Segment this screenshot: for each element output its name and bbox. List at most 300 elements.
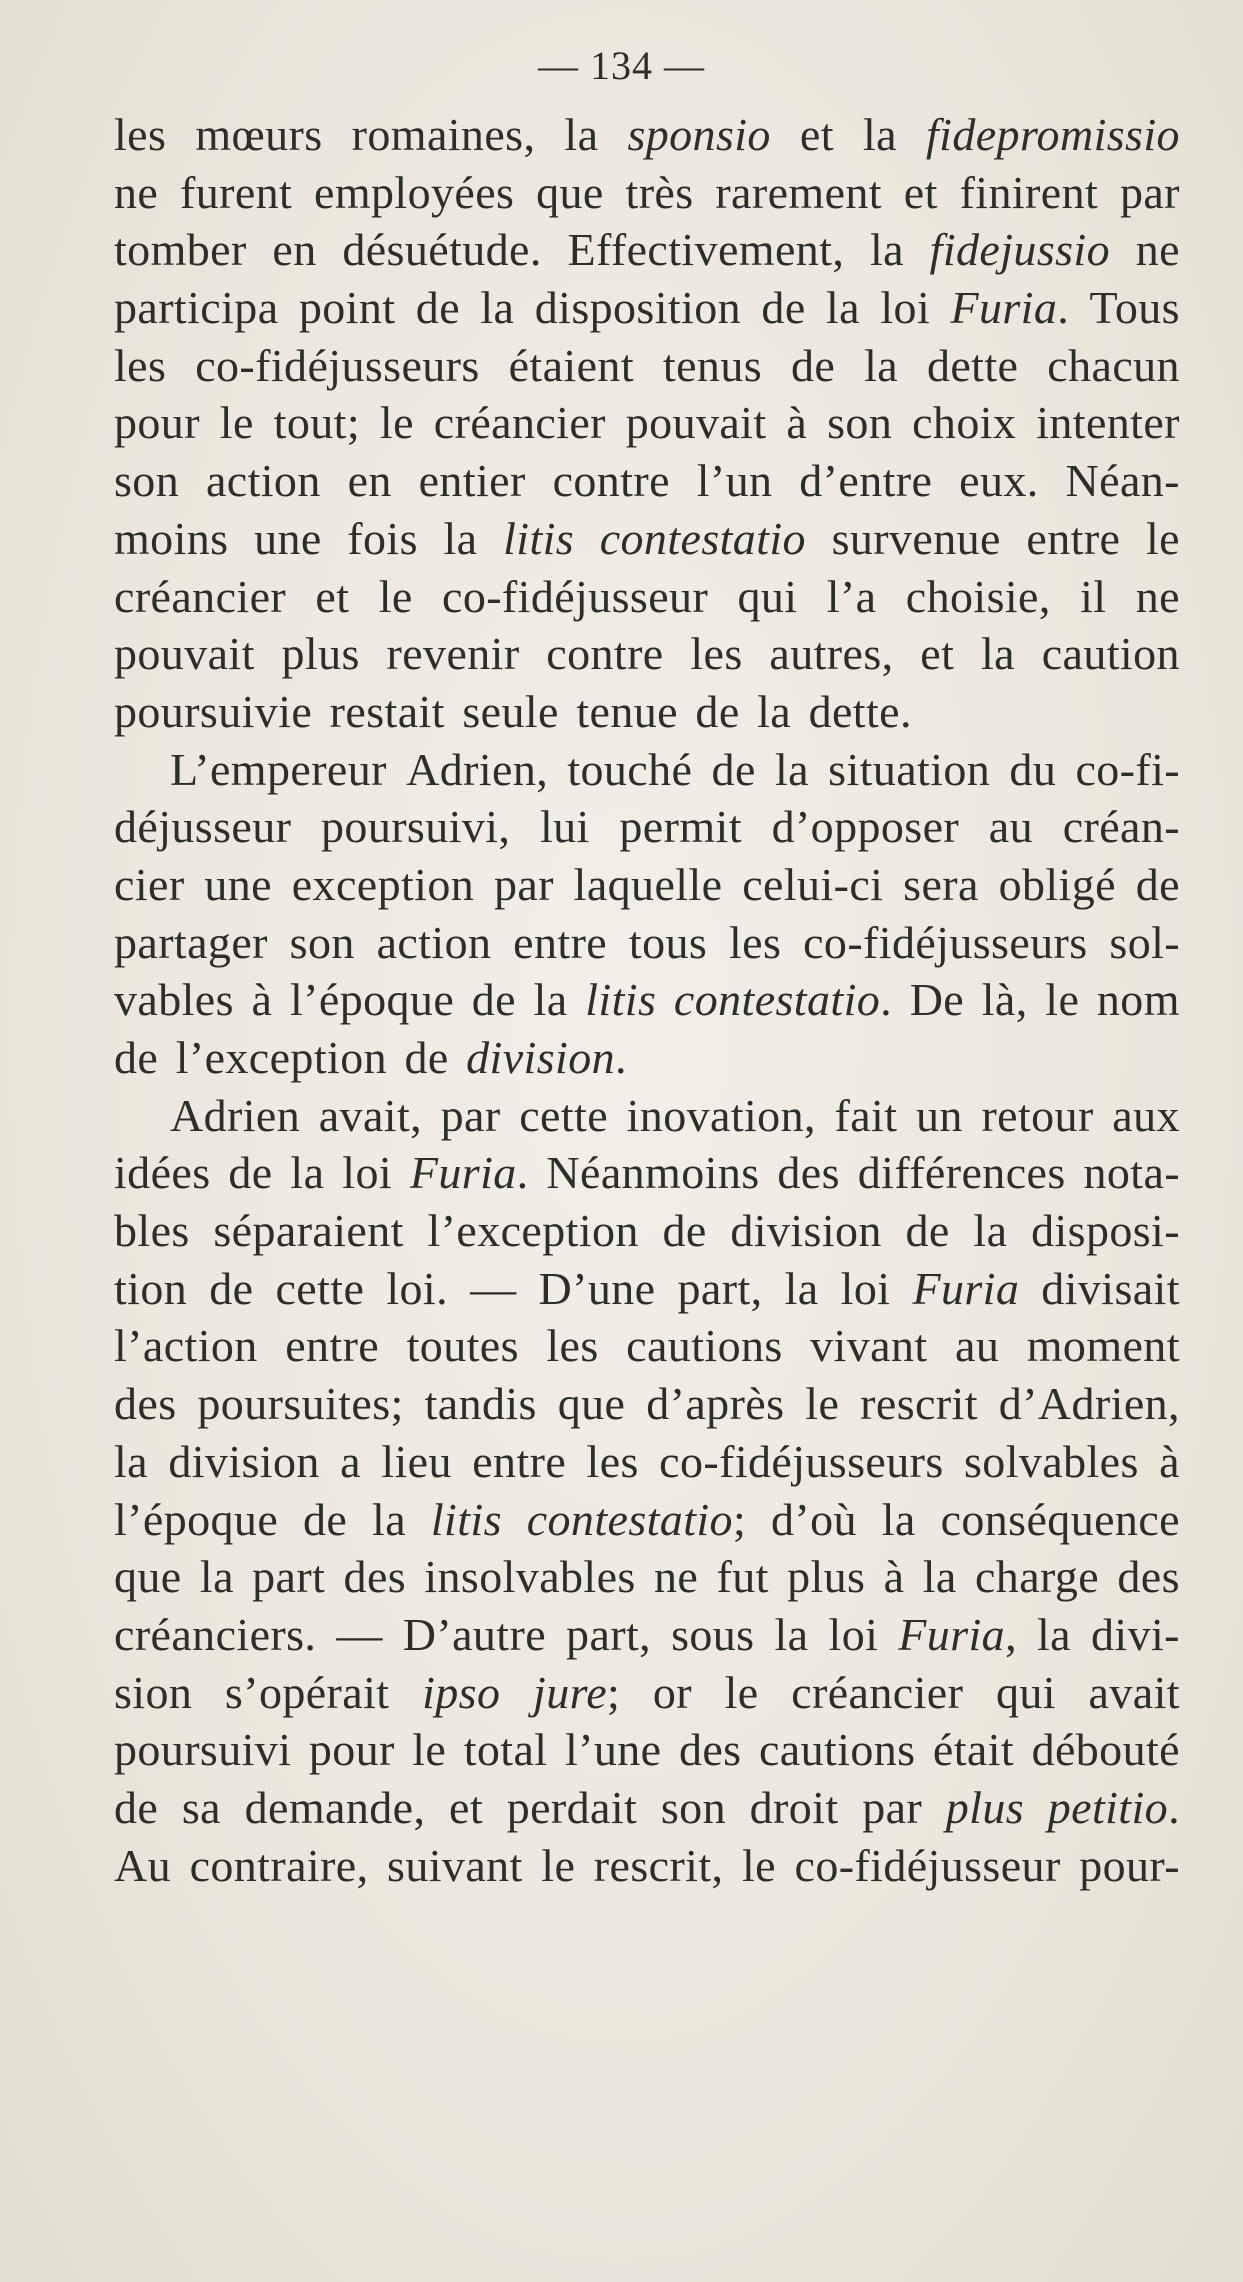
word-text: des xyxy=(777,1147,840,1199)
text-line xyxy=(114,1144,1180,1202)
word-text: avait xyxy=(1088,1666,1180,1718)
word xyxy=(309,1721,395,1779)
word-text: l’époque xyxy=(290,974,455,1026)
word-text: survenue xyxy=(831,512,1001,564)
italic-word: Furia xyxy=(950,282,1058,334)
word-text: toutes xyxy=(406,1320,519,1372)
word xyxy=(864,337,898,395)
word-text: total xyxy=(463,1724,548,1776)
word-text: déjusseur xyxy=(114,801,292,853)
text-line xyxy=(114,741,1180,799)
word xyxy=(407,1317,519,1375)
word xyxy=(114,106,166,164)
text-line xyxy=(114,971,1180,1029)
word xyxy=(679,1721,742,1779)
word-text: très xyxy=(625,166,694,218)
word xyxy=(410,1144,529,1202)
word-text: de xyxy=(209,1262,254,1314)
word xyxy=(809,683,912,741)
word xyxy=(314,164,514,222)
word-text: action xyxy=(376,916,492,968)
word-text: tenus xyxy=(662,339,763,391)
word xyxy=(626,1317,783,1375)
word-text: cette xyxy=(519,1089,609,1141)
word-text: et xyxy=(903,166,938,218)
word-text: que xyxy=(114,1551,182,1603)
word xyxy=(114,1837,171,1895)
word-text: à xyxy=(883,1551,905,1603)
text-line xyxy=(114,164,1180,222)
italic-word: Furia xyxy=(409,1147,517,1199)
word-text: de xyxy=(228,1147,273,1199)
word-text: entre xyxy=(472,1435,567,1487)
word xyxy=(999,1375,1180,1433)
word-text: créan- xyxy=(1062,801,1180,853)
word xyxy=(926,106,1180,164)
text-line xyxy=(114,1779,1180,1837)
word-text: obligé xyxy=(998,858,1116,910)
word-text: séparaient xyxy=(213,1205,404,1257)
word xyxy=(882,1491,916,1549)
word xyxy=(757,683,791,741)
word xyxy=(541,1837,575,1895)
word xyxy=(206,452,321,510)
word xyxy=(870,221,904,279)
word-text: son xyxy=(114,455,180,507)
word-text: la xyxy=(784,1262,819,1314)
italic-word: fidejussio xyxy=(929,224,1111,276)
word-text: sera xyxy=(903,858,979,910)
word xyxy=(826,279,860,337)
word-text: insolvables xyxy=(424,1551,636,1603)
word xyxy=(466,1029,627,1087)
punctuation: . xyxy=(1168,1781,1180,1833)
word-text: de xyxy=(114,1032,159,1083)
word-text: la xyxy=(862,109,897,160)
word xyxy=(494,856,554,914)
word xyxy=(344,1548,407,1606)
word-text: une xyxy=(204,858,272,910)
word-text: sa xyxy=(181,1781,221,1833)
word xyxy=(480,279,514,337)
text-line xyxy=(114,337,1180,395)
word xyxy=(729,914,781,972)
word xyxy=(567,221,844,279)
italic-word: litis xyxy=(585,974,657,1026)
word-text: rarement xyxy=(715,166,882,218)
word xyxy=(342,1144,392,1202)
word-text: exception xyxy=(291,858,475,910)
word-text: de xyxy=(114,1781,159,1833)
word-text: rescrit xyxy=(860,1378,978,1430)
word-text: poursuivi, xyxy=(321,801,511,853)
word-text: action xyxy=(205,455,321,507)
word-text: du xyxy=(1009,743,1057,795)
word xyxy=(114,683,312,741)
word-text: lieu xyxy=(381,1435,452,1487)
italic-word: plus xyxy=(945,1781,1025,1833)
word xyxy=(725,1664,759,1722)
word xyxy=(898,1606,1017,1664)
word xyxy=(674,971,892,1029)
page-number: — 134 — xyxy=(538,43,705,88)
word xyxy=(190,1837,369,1895)
word-text: division xyxy=(168,1435,320,1487)
text-line xyxy=(114,394,1180,452)
word-text: ne xyxy=(1135,224,1180,276)
word-text: par xyxy=(493,858,554,910)
word-text: le xyxy=(378,570,413,622)
word xyxy=(1112,1087,1180,1145)
word-text: loi. xyxy=(386,1262,449,1314)
italic-word: contestatio xyxy=(599,512,806,564)
word xyxy=(553,452,670,510)
word xyxy=(946,1779,1024,1837)
word xyxy=(791,1664,963,1722)
word xyxy=(254,510,322,568)
word-text: de xyxy=(905,1205,950,1257)
word-text: nota- xyxy=(1083,1147,1180,1199)
word-text: cautions xyxy=(626,1320,783,1372)
word xyxy=(352,106,536,164)
word xyxy=(441,1087,501,1145)
italic-word: sponsio xyxy=(627,109,771,160)
word-text: tenue xyxy=(576,685,678,737)
word xyxy=(1079,1837,1180,1895)
word xyxy=(292,856,474,914)
word-text: les xyxy=(114,109,167,160)
word xyxy=(973,1202,1007,1260)
word-text: et xyxy=(449,1781,484,1833)
word xyxy=(195,106,322,164)
word-text: choisie, xyxy=(905,570,1051,622)
word xyxy=(290,1144,324,1202)
word xyxy=(1075,741,1180,799)
word xyxy=(941,1491,1180,1549)
word-text: plus xyxy=(281,628,360,680)
word xyxy=(114,394,200,452)
word-text: solvables xyxy=(964,1435,1139,1487)
word xyxy=(690,625,742,683)
word xyxy=(114,1202,190,1260)
word-text: était xyxy=(932,1724,1015,1776)
word xyxy=(906,568,1051,626)
word-text: créanciers. xyxy=(114,1608,317,1660)
word-text: demande, xyxy=(244,1781,426,1833)
word xyxy=(180,164,292,222)
word-text: Tous xyxy=(1089,282,1180,334)
word xyxy=(1042,625,1180,683)
word xyxy=(829,1606,879,1664)
italic-word: jure xyxy=(533,1666,608,1718)
word-text: le xyxy=(541,1839,576,1891)
word xyxy=(989,798,1033,856)
word xyxy=(626,164,694,222)
word xyxy=(627,106,770,164)
text-line xyxy=(114,279,1180,337)
word xyxy=(659,1433,943,1491)
word-text: D’une xyxy=(538,1262,656,1314)
word xyxy=(585,971,656,1029)
word xyxy=(509,337,634,395)
word xyxy=(379,568,413,626)
italic-word: fidepromissio xyxy=(925,109,1180,160)
word-text: la xyxy=(199,1551,234,1603)
word-text: l’a xyxy=(826,570,877,622)
word-text: nom xyxy=(1096,974,1180,1026)
word-text: vables xyxy=(114,974,234,1026)
punctuation: ; xyxy=(390,1378,404,1430)
word xyxy=(805,1375,839,1433)
text-line xyxy=(114,568,1180,626)
text-line xyxy=(114,1260,1180,1318)
word xyxy=(299,279,396,337)
word-text: poursuivi xyxy=(114,1724,292,1776)
word xyxy=(565,1721,662,1779)
word-text: vivant xyxy=(810,1320,928,1372)
word-text: la xyxy=(869,224,904,276)
word xyxy=(464,1721,548,1779)
word xyxy=(930,221,1110,279)
word xyxy=(114,1491,278,1549)
word-text: créancier xyxy=(433,397,606,449)
word xyxy=(290,914,355,972)
word-text: il xyxy=(1080,570,1107,622)
word-text: l’exception xyxy=(175,1032,387,1083)
word-text: la xyxy=(864,339,899,391)
word xyxy=(347,510,418,568)
word xyxy=(114,1548,182,1606)
word-text: ne xyxy=(1135,570,1180,622)
word xyxy=(1136,856,1180,914)
word-text: sion xyxy=(114,1666,193,1718)
word-text: et xyxy=(315,570,350,622)
word-text: une xyxy=(254,512,322,564)
word xyxy=(1090,279,1180,337)
word-text: laquelle xyxy=(573,858,723,910)
word xyxy=(424,1548,635,1606)
word xyxy=(841,1260,891,1318)
word-text: qui xyxy=(995,1666,1056,1718)
text-line xyxy=(114,856,1180,914)
word-text: De xyxy=(909,974,965,1026)
word-text: poursuites xyxy=(197,1378,391,1430)
word-text: divisait xyxy=(1041,1262,1180,1314)
word xyxy=(533,1664,620,1722)
word xyxy=(228,1144,272,1202)
word xyxy=(195,337,479,395)
word-text: plus xyxy=(787,1551,866,1603)
text-line xyxy=(114,1375,1180,1433)
word xyxy=(114,452,179,510)
word-text: point xyxy=(298,282,396,334)
word-text: par xyxy=(1119,166,1180,218)
word xyxy=(927,337,1018,395)
word xyxy=(737,568,797,626)
text-line xyxy=(114,1606,1180,1664)
word xyxy=(442,568,708,626)
word xyxy=(730,1202,881,1260)
punctuation: . xyxy=(880,974,893,1026)
word xyxy=(1091,1606,1180,1664)
word xyxy=(546,1144,759,1202)
word xyxy=(981,625,1015,683)
word xyxy=(594,1837,724,1895)
word-text: qui xyxy=(737,570,798,622)
word xyxy=(204,856,272,914)
word-text: la xyxy=(372,1493,407,1545)
word xyxy=(290,971,454,1029)
word-text: de xyxy=(1135,858,1180,910)
word xyxy=(858,1144,1066,1202)
word-text: là, xyxy=(981,974,1028,1026)
word-text: à xyxy=(251,974,273,1026)
word xyxy=(274,394,360,452)
word-text: co-fidéjusseur xyxy=(794,1839,1061,1891)
word-text: la xyxy=(774,743,809,795)
word xyxy=(114,1606,316,1664)
word-text: fut xyxy=(716,1551,769,1603)
word-text: loi xyxy=(840,1262,891,1314)
word xyxy=(981,1087,1093,1145)
word-text: dette. xyxy=(808,685,912,737)
word-text: au xyxy=(955,1320,1000,1372)
word xyxy=(884,1548,905,1606)
word-text: par xyxy=(440,1089,501,1141)
word xyxy=(348,452,392,510)
word xyxy=(282,625,360,683)
word xyxy=(114,1375,177,1433)
word xyxy=(791,337,835,395)
word xyxy=(534,971,568,1029)
italic-word: contestatio xyxy=(673,974,881,1026)
word-text: touché xyxy=(567,743,693,795)
word xyxy=(342,221,541,279)
word-text: le xyxy=(1145,512,1180,564)
word-text: mœurs xyxy=(195,109,323,160)
word-text: part, xyxy=(677,1262,763,1314)
text-line xyxy=(114,1491,1180,1549)
word-text: en xyxy=(272,224,317,276)
word xyxy=(114,510,228,568)
text-line xyxy=(114,1029,1180,1087)
word-text: contre xyxy=(546,628,664,680)
word xyxy=(576,683,678,741)
word-text: la xyxy=(922,1551,957,1603)
word xyxy=(904,164,938,222)
word xyxy=(252,971,273,1029)
text-line xyxy=(114,452,1180,510)
word xyxy=(653,1664,692,1722)
word xyxy=(546,625,663,683)
word-text: Au xyxy=(114,1839,172,1891)
word xyxy=(285,1317,379,1375)
word xyxy=(472,971,516,1029)
word-text: la xyxy=(564,109,599,160)
word-text: loi xyxy=(342,1147,393,1199)
word xyxy=(170,1087,300,1145)
word xyxy=(114,1779,158,1837)
text-line xyxy=(114,914,1180,972)
word xyxy=(799,452,932,510)
word-text: disposi- xyxy=(1031,1205,1180,1257)
word-text: entre xyxy=(513,916,608,968)
word xyxy=(786,394,807,452)
word xyxy=(910,971,964,1029)
word-text: lui xyxy=(539,801,590,853)
word xyxy=(387,625,520,683)
word xyxy=(535,279,741,337)
word-text: le xyxy=(1045,974,1080,1026)
word-text: dette xyxy=(926,339,1019,391)
word xyxy=(1026,510,1120,568)
word xyxy=(252,1548,325,1606)
word xyxy=(431,1491,502,1549)
word xyxy=(975,1548,1099,1606)
word-text: de xyxy=(662,1205,707,1257)
word xyxy=(220,394,254,452)
word-text: créancier xyxy=(791,1666,964,1718)
word xyxy=(245,1779,426,1837)
word-text: fait xyxy=(834,1089,898,1141)
word xyxy=(197,1375,403,1433)
word-text: Adrien xyxy=(170,1089,301,1141)
word-text: moins xyxy=(114,512,229,564)
punctuation: ; xyxy=(607,1666,621,1718)
word-text: tomber xyxy=(114,224,247,276)
word-text: L’empereur xyxy=(170,743,387,795)
word xyxy=(587,1433,639,1491)
word xyxy=(519,1087,608,1145)
word xyxy=(387,1837,523,1895)
text-line xyxy=(114,683,1180,741)
word-text: ne xyxy=(654,1551,699,1603)
word xyxy=(678,1260,763,1318)
word-text: que xyxy=(557,1378,626,1430)
word xyxy=(114,1317,258,1375)
word xyxy=(330,683,445,741)
word xyxy=(835,1087,898,1145)
word-text: avait, xyxy=(318,1089,423,1141)
word-text: les xyxy=(114,339,167,391)
word-text: finirent xyxy=(959,166,1099,218)
word xyxy=(1047,337,1180,395)
word xyxy=(646,1375,784,1433)
word-text: les xyxy=(586,1435,639,1487)
text-line xyxy=(114,510,1180,568)
text-line xyxy=(114,106,1180,164)
word-text: pouvait xyxy=(625,397,767,449)
word xyxy=(114,798,291,856)
word xyxy=(964,1433,1139,1491)
word-text: poursuivie xyxy=(114,685,313,737)
word xyxy=(372,1491,406,1549)
word xyxy=(1089,1664,1180,1722)
word xyxy=(629,914,707,972)
word xyxy=(114,221,247,279)
italic-word: litis xyxy=(503,512,575,564)
word xyxy=(600,510,806,568)
word-text: sous xyxy=(671,1608,755,1660)
word xyxy=(982,971,1028,1029)
word-text: entier xyxy=(418,455,526,507)
word-text: la xyxy=(114,1435,148,1487)
punctuation: . xyxy=(615,1032,627,1083)
word xyxy=(750,1779,839,1837)
word-text: — xyxy=(336,1608,383,1660)
word xyxy=(1041,1260,1180,1318)
word xyxy=(558,1375,626,1433)
